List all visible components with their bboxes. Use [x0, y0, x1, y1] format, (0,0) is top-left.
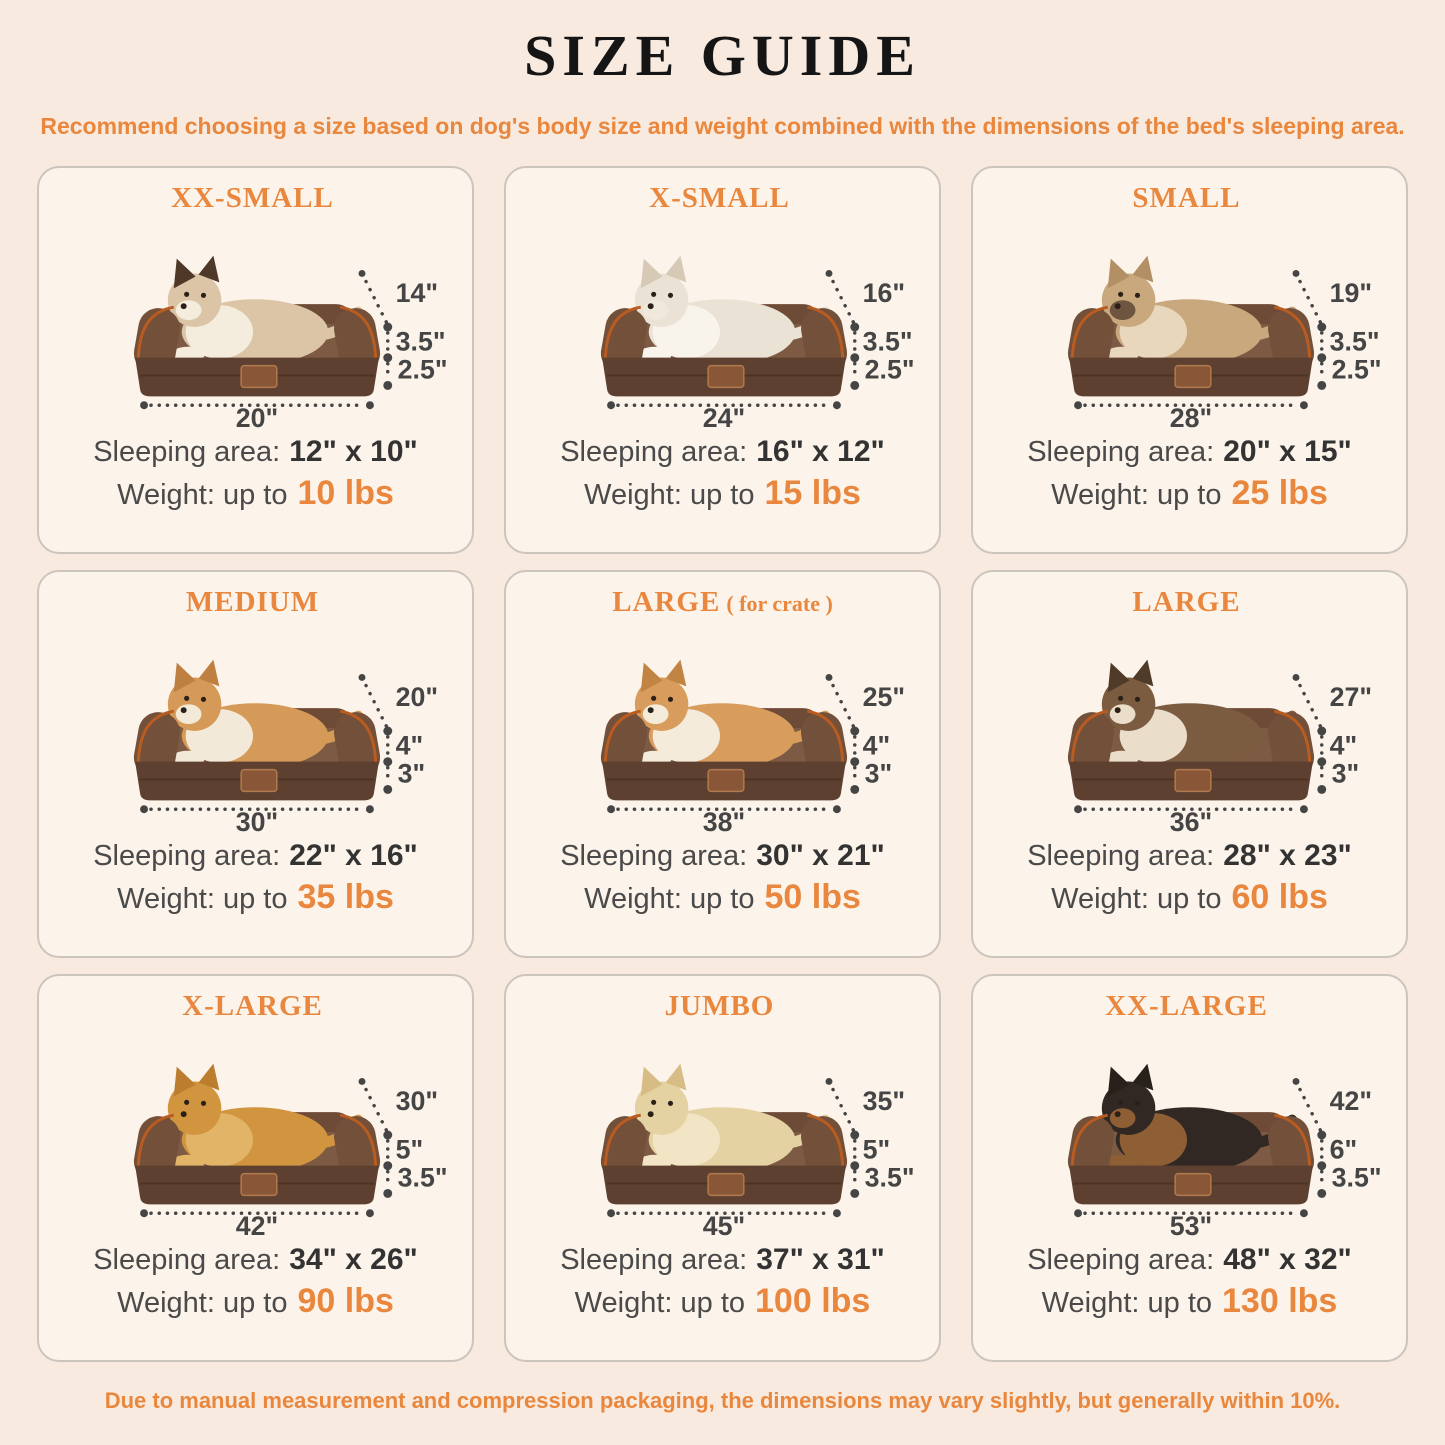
back-height-label: 30"	[395, 1086, 439, 1117]
size-name: X-SMALL	[649, 182, 790, 214]
weight-line	[973, 1282, 1406, 1321]
weight-label: Weight: up to	[117, 883, 288, 915]
base-height-label: 2.5"	[864, 354, 915, 385]
disclaimer-text: Due to manual measurement and compression packaging, the dimensions may vary slightly, but generally within 10%.	[104, 1388, 1341, 1413]
sleeping-area-line	[39, 435, 472, 469]
bed-illustration	[973, 1025, 1406, 1238]
sleeping-area-value: 34" x 26"	[289, 1243, 418, 1276]
bed-brand-patch	[708, 770, 744, 792]
size-card-title	[506, 586, 939, 619]
sleeping-area-line	[39, 1243, 472, 1277]
size-card	[37, 974, 474, 1362]
size-card-title	[973, 182, 1406, 215]
size-card	[37, 570, 474, 958]
sleeping-area-line	[506, 1243, 939, 1277]
weight-label: Weight: up to	[574, 1287, 746, 1319]
pet-eye-left	[184, 292, 189, 297]
back-height-label: 14"	[395, 278, 439, 309]
bolster-height-label: 4"	[1329, 730, 1358, 761]
back-height-label: 35"	[862, 1086, 906, 1117]
weight-value: 15 lbs	[764, 474, 861, 512]
back-height-label: 16"	[862, 278, 906, 309]
sleeping-area-value: 20" x 15"	[1223, 435, 1352, 468]
sleeping-area-value: 48" x 32"	[1223, 1243, 1352, 1276]
weight-value: 35 lbs	[297, 878, 394, 916]
bed-brand-patch	[241, 366, 277, 388]
weight-value: 25 lbs	[1231, 474, 1328, 512]
bolster-height-label: 4"	[395, 730, 424, 761]
bed-illustration	[973, 217, 1406, 430]
weight-value: 50 lbs	[764, 878, 861, 916]
base-height-label: 3"	[397, 758, 426, 789]
bolster-height-label: 5"	[395, 1134, 424, 1165]
sleeping-area-label: Sleeping area:	[560, 840, 748, 872]
size-card-title	[973, 990, 1406, 1023]
bolster-height-label: 6"	[1329, 1134, 1358, 1165]
base-height-label: 3"	[1331, 758, 1360, 789]
pet-eye-left	[184, 1100, 189, 1105]
size-card	[971, 166, 1408, 554]
base-height-label: 2.5"	[397, 354, 448, 385]
weight-value: 60 lbs	[1231, 878, 1328, 916]
back-height-label: 27"	[1329, 682, 1373, 713]
pet-eye-right	[201, 293, 206, 298]
page-subtitle: Recommend choosing a size based on dog's body size and weight combined with the dimensions of the bed's sleeping area.	[40, 113, 1405, 139]
pet-eye-right	[668, 1101, 673, 1106]
pet-muzzle	[1110, 1108, 1136, 1128]
weight-label: Weight: up to	[1051, 479, 1222, 511]
back-height-label: 20"	[395, 682, 439, 713]
bed-illustration	[506, 621, 939, 834]
weight-value: 130 lbs	[1222, 1282, 1338, 1320]
size-name: X-LARGE	[182, 990, 323, 1022]
size-card-title	[39, 990, 472, 1023]
sleeping-area-label: Sleeping area:	[1027, 1244, 1215, 1276]
size-grid	[0, 166, 1445, 1362]
size-card-title	[973, 586, 1406, 619]
weight-value: 10 lbs	[297, 474, 394, 512]
sleeping-area-label: Sleeping area:	[1027, 840, 1215, 872]
size-card	[504, 570, 941, 958]
size-card-title	[39, 182, 472, 215]
bolster-height-label: 3.5"	[395, 326, 446, 357]
pet-nose	[648, 1111, 654, 1117]
size-card	[504, 974, 941, 1362]
pet-eye-right	[1135, 293, 1140, 298]
bolster-height-label: 3.5"	[862, 326, 913, 357]
weight-line	[973, 878, 1406, 917]
weight-label: Weight: up to	[584, 479, 755, 511]
weight-value: 90 lbs	[297, 1282, 394, 1320]
sleeping-area-value: 30" x 21"	[756, 839, 885, 872]
pet-eye-left	[184, 696, 189, 701]
pet-eye-right	[668, 697, 673, 702]
pet-eye-left	[651, 696, 656, 701]
weight-line	[39, 474, 472, 513]
sleeping-area-value: 16" x 12"	[756, 435, 885, 468]
pet-eye-right	[201, 697, 206, 702]
bolster-height-label: 5"	[862, 1134, 891, 1165]
size-name: MEDIUM	[185, 586, 320, 618]
weight-value: 100 lbs	[755, 1282, 871, 1320]
pet-eye-left	[1118, 1100, 1123, 1105]
pet-eye-left	[1118, 696, 1123, 701]
weight-label: Weight: up to	[1051, 883, 1222, 915]
pet-muzzle	[176, 1108, 202, 1128]
sleeping-area-line	[973, 1243, 1406, 1277]
pet-eye-right	[1135, 697, 1140, 702]
base-height-label: 3.5"	[864, 1162, 915, 1193]
bed-illustration	[39, 217, 472, 430]
pet-nose	[181, 303, 187, 309]
width-label: 36"	[1169, 807, 1213, 834]
base-height-label: 3.5"	[397, 1162, 448, 1193]
sleeping-area-label: Sleeping area:	[560, 436, 748, 468]
weight-line	[973, 474, 1406, 513]
size-card-title	[506, 182, 939, 215]
bed-illustration	[506, 1025, 939, 1238]
size-name: JUMBO	[664, 990, 775, 1022]
bed-illustration	[973, 621, 1406, 834]
weight-label: Weight: up to	[584, 883, 755, 915]
width-label: 30"	[235, 807, 279, 834]
sleeping-area-label: Sleeping area:	[1027, 436, 1215, 468]
back-height-label: 19"	[1329, 278, 1373, 309]
sleeping-area-value: 22" x 16"	[289, 839, 418, 872]
bed-brand-patch	[708, 1174, 744, 1196]
bed-brand-patch	[1175, 770, 1211, 792]
bed-brand-patch	[1175, 1174, 1211, 1196]
size-card	[504, 166, 941, 554]
weight-line	[506, 474, 939, 513]
pet-eye-left	[651, 1100, 656, 1105]
bed-illustration	[506, 217, 939, 430]
pet-eye-left	[651, 292, 656, 297]
size-name: LARGE	[612, 586, 721, 618]
sleeping-area-value: 28" x 23"	[1223, 839, 1352, 872]
width-label: 24"	[702, 403, 746, 430]
pet-nose	[1115, 707, 1121, 713]
back-height-label: 25"	[862, 682, 906, 713]
weight-line	[39, 878, 472, 917]
bolster-height-label: 3.5"	[1329, 326, 1380, 357]
bed-brand-patch	[241, 770, 277, 792]
size-name: LARGE	[1132, 586, 1241, 618]
sleeping-area-label: Sleeping area:	[560, 1244, 748, 1276]
sleeping-area-line	[506, 839, 939, 873]
width-label: 45"	[702, 1211, 746, 1238]
pet-eye-right	[1135, 1101, 1140, 1106]
bed-illustration	[39, 621, 472, 834]
pet-muzzle	[643, 300, 669, 320]
size-card-title	[506, 990, 939, 1023]
width-label: 38"	[702, 807, 746, 834]
weight-label: Weight: up to	[117, 479, 288, 511]
weight-line	[506, 878, 939, 917]
size-card	[971, 974, 1408, 1362]
weight-line	[39, 1282, 472, 1321]
weight-label: Weight: up to	[117, 1287, 288, 1319]
pet-nose	[648, 707, 654, 713]
base-height-label: 3.5"	[1331, 1162, 1382, 1193]
pet-muzzle	[643, 704, 669, 724]
sleeping-area-value: 12" x 10"	[289, 435, 418, 468]
base-height-label: 3"	[864, 758, 893, 789]
pet-nose	[1115, 1111, 1121, 1117]
sleeping-area-line	[39, 839, 472, 873]
bed-brand-patch	[708, 366, 744, 388]
sleeping-area-label: Sleeping area:	[93, 436, 281, 468]
bed-illustration	[39, 1025, 472, 1238]
pet-nose	[1115, 303, 1121, 309]
width-label: 42"	[235, 1211, 279, 1238]
size-card-title	[39, 586, 472, 619]
pet-nose	[181, 1111, 187, 1117]
pet-muzzle	[176, 300, 202, 320]
pet-muzzle	[176, 704, 202, 724]
pet-muzzle	[1110, 704, 1136, 724]
sleeping-area-label: Sleeping area:	[93, 1244, 281, 1276]
sleeping-area-label: Sleeping area:	[93, 840, 281, 872]
sleeping-area-line	[506, 435, 939, 469]
pet-muzzle	[643, 1108, 669, 1128]
bolster-height-label: 4"	[862, 730, 891, 761]
weight-line	[506, 1282, 939, 1321]
bed-brand-patch	[1175, 366, 1211, 388]
sleeping-area-line	[973, 839, 1406, 873]
sleeping-area-line	[973, 435, 1406, 469]
size-name-suffix: ( for crate )	[726, 591, 833, 616]
pet-nose	[648, 303, 654, 309]
pet-eye-right	[201, 1101, 206, 1106]
size-name: XX-SMALL	[171, 182, 334, 214]
width-label: 20"	[235, 403, 279, 430]
pet-eye-right	[668, 293, 673, 298]
bed-brand-patch	[241, 1174, 277, 1196]
width-label: 53"	[1169, 1211, 1213, 1238]
page-title: SIZE GUIDE	[524, 23, 921, 88]
size-card	[37, 166, 474, 554]
size-name: XX-LARGE	[1105, 990, 1268, 1022]
size-name: SMALL	[1132, 182, 1241, 214]
pet-nose	[181, 707, 187, 713]
width-label: 28"	[1169, 403, 1213, 430]
pet-eye-left	[1118, 292, 1123, 297]
weight-label: Weight: up to	[1041, 1287, 1213, 1319]
pet-muzzle	[1110, 300, 1136, 320]
back-height-label: 42"	[1329, 1086, 1373, 1117]
sleeping-area-value: 37" x 31"	[756, 1243, 885, 1276]
base-height-label: 2.5"	[1331, 354, 1382, 385]
size-card	[971, 570, 1408, 958]
